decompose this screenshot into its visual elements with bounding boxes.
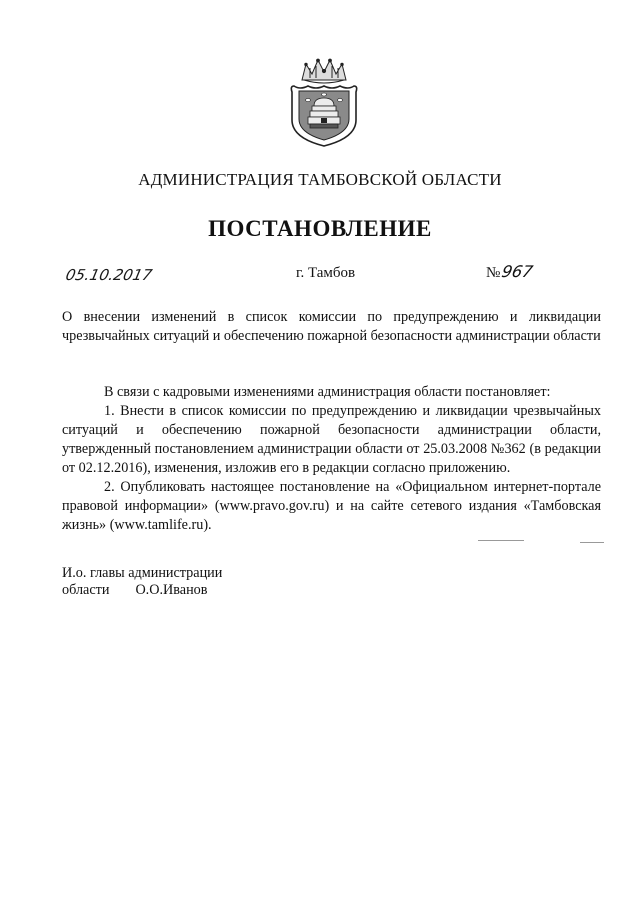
scan-mark: [580, 542, 604, 543]
document-date: 05.10.2017: [64, 266, 154, 284]
document-type-title: ПОСТАНОВЛЕНИЕ: [208, 216, 432, 241]
document-subject: О внесении изменений в список комиссии по предупреждению и ликвидации чрезвычайных ситуаций и обеспечению пожарной безопасности администрации области: [62, 309, 601, 344]
signature-name: О.О.Иванов: [135, 582, 208, 598]
body-intro: В связи с кадровыми изменениями администрация области постановляет:: [104, 384, 551, 400]
number-value: 967: [500, 262, 535, 281]
organization-title: АДМИНИСТРАЦИЯ ТАМБОВСКОЙ ОБЛАСТИ: [138, 170, 502, 189]
signature-position-2: области: [62, 582, 110, 598]
signature-block: [62, 565, 222, 599]
document-body: [62, 383, 601, 535]
document-city: г. Тамбов: [296, 265, 356, 281]
signature-line: [62, 582, 222, 599]
scan-mark: [478, 540, 524, 541]
body-item-2: 2. Опубликовать настоящее постановление на «Официальном интернет-портале правовой информации» (www.pravo.gov.ru) и на сайте сетевого издания «Тамбовская жизнь» (www.tamlife.ru).: [62, 479, 601, 533]
coat-of-arms-icon: [288, 58, 360, 148]
signature-position: И.о. главы администрации: [62, 565, 223, 581]
document-number: [486, 262, 533, 282]
body-item-1: 1. Внести в список комиссии по предупреждению и ликвидации чрезвычайных ситуаций и обеспечению пожарной безопасности администрации области, утвержденный постановлением администрации области от 25.03.2008 №362 (в редакции от 02.12.2016), изменения, изложив его в редакции согласно приложению.: [62, 403, 601, 476]
number-prefix: №: [486, 265, 501, 281]
